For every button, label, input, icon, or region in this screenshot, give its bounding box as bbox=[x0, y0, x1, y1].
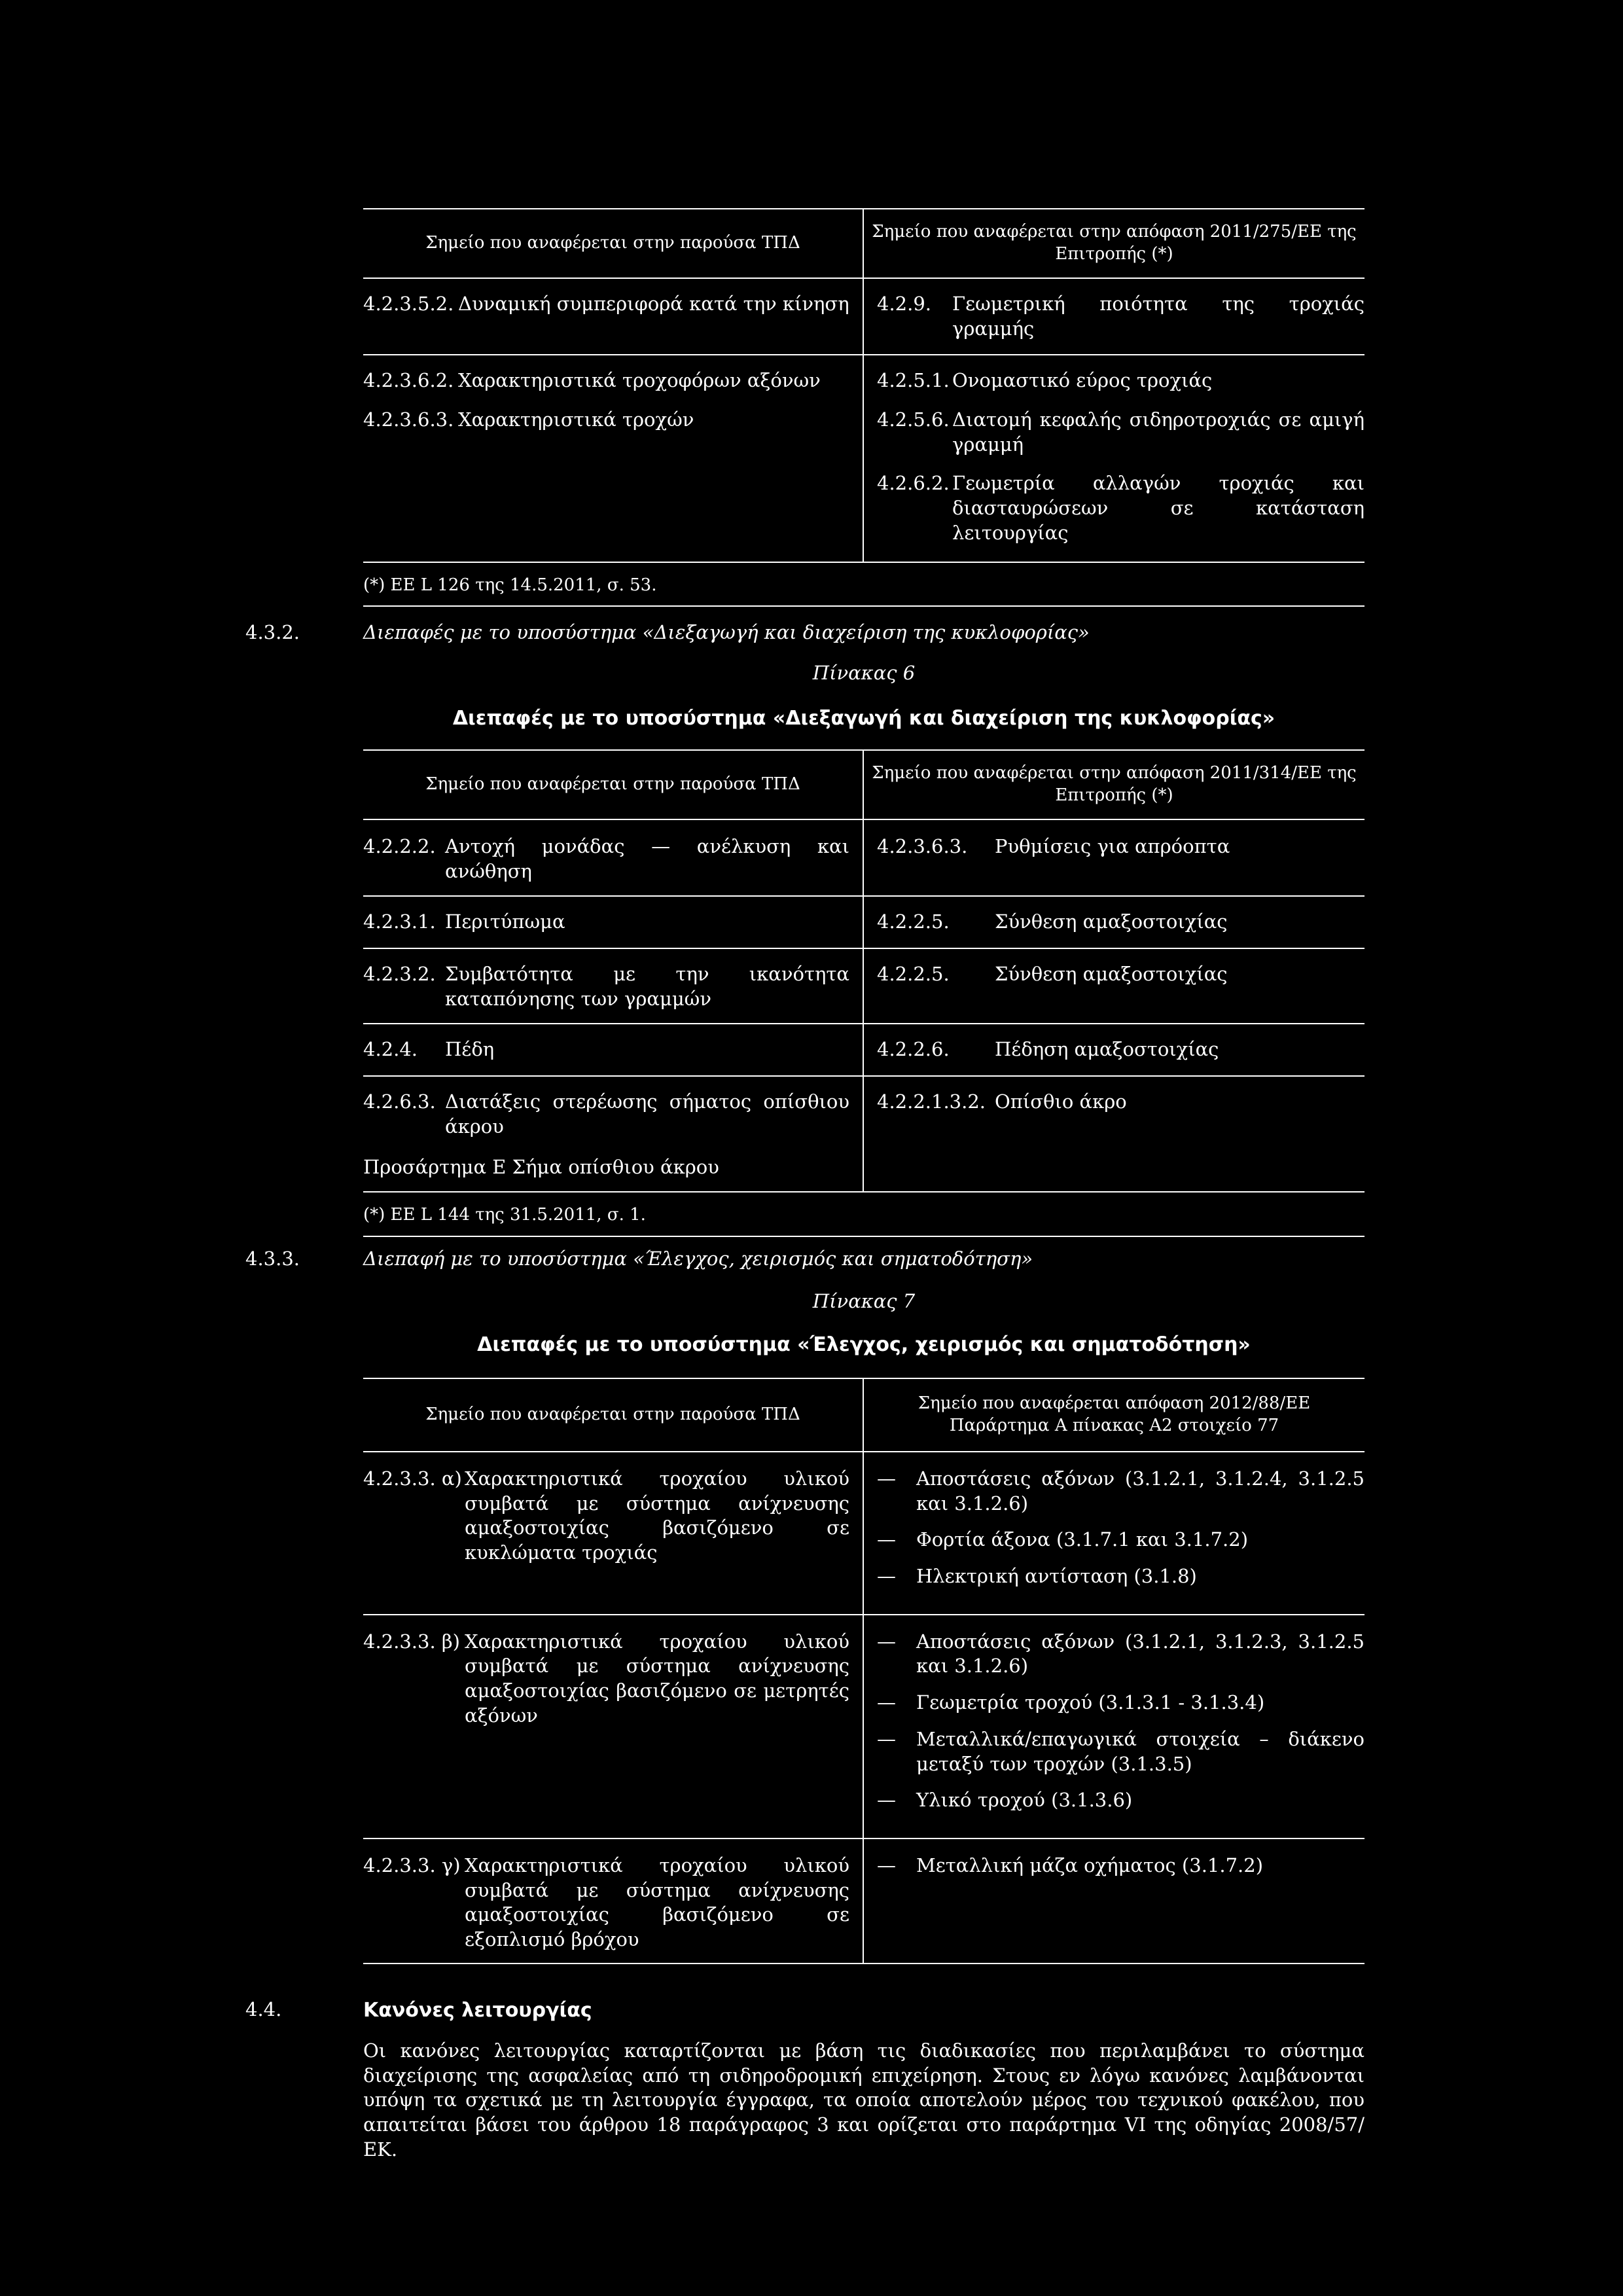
header-left: Σημείο που αναφέρεται στην παρούσα ΤΠΔ bbox=[363, 209, 864, 278]
clause-number: 4.2.2.2. bbox=[363, 835, 436, 857]
list-item: — Μεταλλική μάζα οχήματος (3.1.7.2) bbox=[877, 1854, 1264, 1876]
table-footnote: (*) ΕΕ L 126 της 14.5.2011, σ. 53. bbox=[363, 562, 1364, 606]
clause-number: 4.2.3.5.2. bbox=[363, 293, 454, 315]
clause-number: 4.2.5.6. bbox=[877, 408, 950, 431]
header-right-line-1: Σημείο που αναφέρεται απόφαση 2012/88/ΕΕ bbox=[918, 1393, 1311, 1414]
table-7 bbox=[363, 1378, 1364, 1964]
table-row bbox=[363, 1024, 1364, 1077]
table-row bbox=[363, 820, 1364, 897]
clause-text: Σύνθεση αμαξοστοιχίας bbox=[995, 910, 1228, 933]
list-item: — Γεωμετρία τροχού (3.1.3.1 - 3.1.3.4) bbox=[877, 1691, 1265, 1714]
header-left: Σημείο που αναφέρεται στην παρούσα ΤΠΔ bbox=[363, 1379, 864, 1451]
clause-number: 4.2.3.6.3. bbox=[363, 408, 454, 431]
clause-number: 4.2.3.3. β) bbox=[363, 1630, 460, 1653]
clause-text: Περιτύπωμα bbox=[445, 910, 565, 933]
clause-text: Σύνθεση αμαξοστοιχίας bbox=[995, 963, 1228, 986]
clause-number: 4.2.3.3. α) bbox=[363, 1467, 462, 1490]
body-paragraph: Οι κανόνες λειτουργίας καταρτίζονται με βάση τις διαδικασίες που περιλαμβάνει το σύστημα διαχείρισης της ασφαλείας από τη σιδηροδρομική επιχείρηση. Στους εν λόγω κανόνες λαμβάνονται υπόψη τα σχετικά με τη λειτουργία έγγραφα, τα οποία αποτελούν μέρος του τεχνικού φακέλου, που απαιτείται βάσει του άρθρου 18 παράγραφος 3 και ορίζεται στο παράρτημα VI της οδηγίας 2008/57/ΕΚ. bbox=[363, 2039, 1364, 2161]
clause-number: 4.2.3.6.2. bbox=[363, 369, 454, 392]
clause-number: 4.2.6.3. bbox=[363, 1090, 436, 1113]
list-item: — Υλικό τροχού (3.1.3.6) bbox=[877, 1789, 1133, 1812]
clause-text: Χαρακτηριστικά τροχαίου υλικού συμβατά με σύστημα ανίχνευσης αμαξοστοιχίας βασιζόμενο σε εξοπλισμό βρόχου bbox=[465, 1854, 849, 1950]
section-title: Κανόνες λειτουργίας bbox=[363, 1999, 592, 2022]
section-title: Διεπαφή με το υποσύστημα «Έλεγχος, χειρισμός και σηματοδότηση» bbox=[363, 1247, 1033, 1270]
section-heading bbox=[245, 1247, 1364, 1272]
clause-text: Χαρακτηριστικά τροχοφόρων αξόνων bbox=[458, 369, 821, 392]
section-title: Διεπαφές με το υποσύστημα «Διεξαγωγή και διαχείριση της κυκλοφορίας» bbox=[363, 621, 1090, 643]
clause-number: 4.2.3.2. bbox=[363, 963, 436, 986]
table-row bbox=[363, 897, 1364, 949]
table-6 bbox=[363, 749, 1364, 1237]
table-row bbox=[363, 1839, 1364, 1963]
clause-text: Ρυθμίσεις για απρόοπτα bbox=[995, 835, 1230, 857]
table-caption: Πίνακας 6 bbox=[812, 662, 916, 684]
clause-text: Συμβατότητα με την ικανότητα καταπόνησης των γραμμών bbox=[445, 963, 849, 1010]
table-title: Διεπαφές με το υποσύστημα «Έλεγχος, χειρισμός και σηματοδότηση» bbox=[477, 1333, 1251, 1356]
clause-number: 4.2.2.1.3.2. bbox=[877, 1090, 986, 1113]
section-heading bbox=[245, 1998, 1364, 2023]
header-right-line-2: Παράρτημα Α πίνακας Α2 στοιχείο 77 bbox=[949, 1416, 1279, 1435]
clause-number: 4.2.3.6.3. bbox=[877, 835, 968, 857]
header-right: Σημείο που αναφέρεται στην απόφαση 2011/314/ΕΕ της Επιτροπής (*) bbox=[872, 763, 1357, 805]
list-item: — Φορτία άξονα (3.1.7.1 και 3.1.7.2) bbox=[877, 1528, 1249, 1551]
clause-number: 4.2.3.1. bbox=[363, 910, 436, 933]
table-title: Διεπαφές με το υποσύστημα «Διεξαγωγή και διαχείριση της κυκλοφορίας» bbox=[452, 707, 1275, 730]
table-header bbox=[363, 209, 1364, 279]
table-header bbox=[363, 1379, 1364, 1452]
clause-text: Χαρακτηριστικά τροχαίου υλικού συμβατά με σύστημα ανίχνευσης αμαξοστοιχίας βασιζόμενο σε κυκλώματα τροχιάς bbox=[465, 1467, 849, 1564]
section-number: 4.3.3. bbox=[245, 1247, 300, 1270]
clause-number: 4.2.3.3. γ) bbox=[363, 1854, 461, 1876]
table-5 bbox=[363, 208, 1364, 607]
table-row bbox=[363, 1452, 1364, 1615]
header-right: Σημείο που αναφέρεται στην απόφαση 2011/275/ΕΕ της Επιτροπής (*) bbox=[872, 222, 1357, 264]
clause-number: 4.2.2.6. bbox=[877, 1038, 950, 1061]
clause-text: Αντοχή μονάδας — ανέλκυση και ανώθηση bbox=[445, 835, 849, 882]
clause-text: Οπίσθιο άκρο bbox=[995, 1090, 1127, 1113]
table-caption: Πίνακας 7 bbox=[812, 1290, 916, 1312]
clause-text: Διατάξεις στερέωσης σήματος οπίσθιου άκρου bbox=[445, 1090, 849, 1138]
list-item: — Αποστάσεις αξόνων (3.1.2.1, 3.1.2.3, 3.1.2.5 και 3.1.2.6) bbox=[877, 1630, 1364, 1677]
clause-text: Πέδη bbox=[445, 1038, 495, 1061]
clause-number: 4.2.2.5. bbox=[877, 910, 950, 933]
clause-text: Χαρακτηριστικά τροχαίου υλικού συμβατά με σύστημα ανίχνευσης αμαξοστοιχίας βασιζόμενο σε μετρητές αξόνων bbox=[465, 1630, 849, 1727]
clause-text: Γεωμετρική ποιότητα της τροχιάς γραμμής bbox=[952, 293, 1364, 340]
table-row bbox=[363, 1615, 1364, 1839]
table-row bbox=[363, 279, 1364, 355]
clause-number: 4.2.5.1. bbox=[877, 369, 950, 392]
clause-number: 4.2.4. bbox=[363, 1038, 418, 1061]
table-row bbox=[363, 355, 1364, 561]
list-item: — Ηλεκτρική αντίσταση (3.1.8) bbox=[877, 1565, 1197, 1588]
clause-number: 4.2.6.2. bbox=[877, 472, 950, 495]
table-row bbox=[363, 949, 1364, 1024]
clause-text: Ονομαστικό εύρος τροχιάς bbox=[952, 369, 1213, 392]
clause-text: Διατομή κεφαλής σιδηροτροχιάς σε αμιγή γραμμή bbox=[952, 408, 1364, 456]
section-heading bbox=[245, 620, 1364, 645]
clause-number: 4.2.9. bbox=[877, 293, 932, 315]
clause-text: Πέδηση αμαξοστοιχίας bbox=[995, 1038, 1219, 1061]
header-left: Σημείο που αναφέρεται στην παρούσα ΤΠΔ bbox=[363, 751, 864, 819]
appendix-reference: Προσάρτημα Ε Σήμα οπίσθιου άκρου bbox=[363, 1155, 719, 1178]
clause-number: 4.2.2.5. bbox=[877, 963, 950, 986]
clause-text: Δυναμική συμπεριφορά κατά την κίνηση bbox=[458, 293, 849, 315]
table-footnote: (*) ΕΕ L 144 της 31.5.2011, σ. 1. bbox=[363, 1191, 1364, 1236]
list-item: — Μεταλλικά/επαγωγικά στοιχεία – διάκενο μεταξύ των τροχών (3.1.3.5) bbox=[877, 1727, 1364, 1775]
clause-text: Γεωμετρία αλλαγών τροχιάς και διασταυρώσεων σε κατάσταση λειτουργίας bbox=[952, 472, 1364, 544]
section-number: 4.3.2. bbox=[245, 621, 300, 643]
table-header bbox=[363, 751, 1364, 820]
clause-text: Χαρακτηριστικά τροχών bbox=[458, 408, 694, 431]
table-row bbox=[363, 1077, 1364, 1191]
section-number: 4.4. bbox=[245, 1998, 282, 2020]
list-item: — Αποστάσεις αξόνων (3.1.2.1, 3.1.2.4, 3.1.2.5 και 3.1.2.6) bbox=[877, 1467, 1364, 1515]
